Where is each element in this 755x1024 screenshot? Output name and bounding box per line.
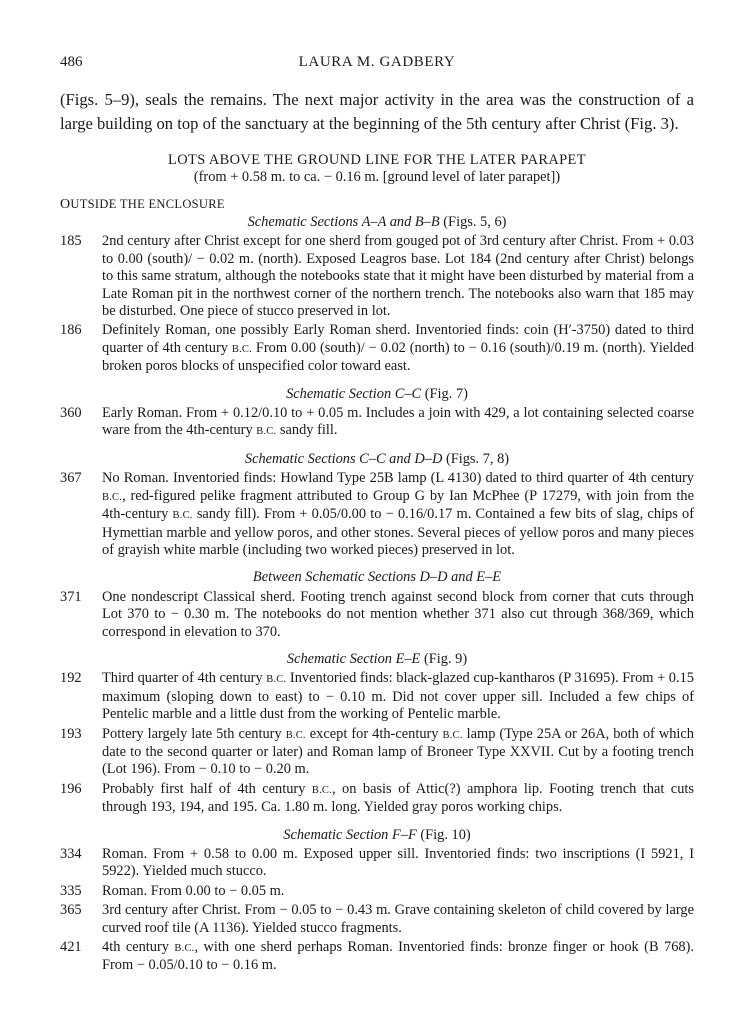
intro-paragraph: (Figs. 5–9), seals the remains. The next major activity in the area was the construction of a large building on top of the sanctuary at the beginning of the 5th century after Christ (Fig. 3). xyxy=(60,90,694,133)
lot-description: Early Roman. From + 0.12/0.10 to + 0.05 m. Includes a join with 429, a lot containing selected coarse ware from the 4th-century B.C. sandy fill. xyxy=(102,405,694,439)
lot-number: 367 xyxy=(60,470,82,487)
lot-description: One nondescript Classical sherd. Footing trench against second block from corner that cuts through Lot 370 to − 0.30 m. The notebooks do not mention whether 371 also cut through 368/369, which correspond in elevation to 370. xyxy=(102,588,694,640)
section-title xyxy=(60,827,694,844)
lot-number: 421 xyxy=(60,939,82,956)
lot-entry xyxy=(60,670,694,723)
lot-description: No Roman. Inventoried finds: Howland Type 25B lamp (L 4130) dated to third quarter of 4th century B.C., red-figured pelike fragment attributed to Group G by Ian McPhee (P 17279, with join from the 4th-century B.C. sandy fill). From + 0.05/0.00 to − 0.16/0.17 m. Contained a few bits of slag, chips of Hymettian marble and yellow poros, and other stones. Several pieces of yellow poros and many pieces of grayish white marble (including two worked pieces) preserved in lot. xyxy=(102,470,694,558)
lot-entry xyxy=(60,883,694,900)
lot-entry xyxy=(60,726,694,779)
lot-entry xyxy=(60,233,694,320)
lot-entry xyxy=(60,939,694,975)
section-title-text: Schematic Section F–F xyxy=(283,826,417,843)
section-figure-reference: (Fig. 7) xyxy=(421,385,468,402)
lots-heading-title: LOTS ABOVE THE GROUND LINE FOR THE LATER PARAPET xyxy=(168,152,586,168)
lot-number: 360 xyxy=(60,405,82,422)
lot-number: 196 xyxy=(60,780,82,797)
lot-number: 185 xyxy=(60,233,82,250)
lot-entry xyxy=(60,322,694,375)
lot-description: Probably first half of 4th century B.C., on basis of Attic(?) amphora lip. Footing trench that cuts through 193, 194, and 195. Ca. 1.80 m. long. Yielded gray poros working chips. xyxy=(102,780,694,816)
lot-entry xyxy=(60,470,694,559)
section-title xyxy=(60,451,694,468)
lot-description: 3rd century after Christ. From − 0.05 to − 0.43 m. Grave containing skeleton of child covered by large curved roof tile (A 1136). Yielded stucco fragments. xyxy=(102,902,694,936)
section-figure-reference: (Figs. 7, 8) xyxy=(442,450,510,467)
lot-number: 371 xyxy=(60,588,82,605)
lot-number: 335 xyxy=(60,882,82,899)
lot-description: 4th century B.C., with one sherd perhaps Roman. Inventoried finds: bronze finger or hook (B 768). From − 0.05/0.10 to − 0.16 m. xyxy=(102,939,694,974)
lot-description: Roman. From 0.00 to − 0.05 m. xyxy=(102,882,285,899)
running-title: LAURA M. GADBERY xyxy=(298,54,456,70)
lot-description: Third quarter of 4th century B.C. Inventoried finds: black-glazed cup-kantharos (P 31695). From + 0.15 maximum (sloping down to east) to − 0.10 m. Did not cover upper sill. Included a few chips of Pentelic marble and a little dust from the working of Pentelic marble. xyxy=(102,670,694,723)
section-title xyxy=(60,214,694,231)
outside-enclosure-heading xyxy=(60,197,225,213)
lot-entry xyxy=(60,902,694,937)
section-title-text: Between Schematic Sections D–D and E–E xyxy=(252,569,502,586)
lot-entry xyxy=(60,781,694,817)
lot-number: 365 xyxy=(60,902,82,919)
running-header xyxy=(60,54,694,76)
section-title-text: Schematic Section C–C xyxy=(286,385,422,402)
lot-description: Definitely Roman, one possibly Early Roman sherd. Inventoried finds: coin (H′-3750) dated to third quarter of 4th century B.C. From 0.00 (south)/ − 0.02 (north) to − 0.16 (south)/0.19 m. (north). Yielded broken poros blocks of unspecified color toward east. xyxy=(102,322,695,375)
lots-heading xyxy=(60,152,694,186)
outside-heading-initial: O xyxy=(60,197,71,212)
lot-number: 193 xyxy=(60,725,82,742)
section-title-text: Schematic Sections A–A and B–B xyxy=(247,214,440,230)
section-title xyxy=(60,386,694,403)
lot-entry xyxy=(60,589,694,641)
lot-entry xyxy=(60,405,694,441)
lot-description: 2nd century after Christ except for one sherd from gouged pot of 3rd century after Christ. From + 0.03 to 0.00 (south)/ − 0.02 m. (north). Exposed Leagros base. Lot 184 (2nd century after Christ) belongs to this same stratum, although the notebooks state that it might have been disturbed by material from a Late Roman pit in the northwest corner of the northern trench. The notebooks also warn that 185 may be disturbed. One piece of stucco preserved in lot. xyxy=(102,233,694,320)
outside-heading-rest: UTSIDE THE ENCLOSURE xyxy=(70,197,225,211)
section-title-text: Schematic Sections C–C and D–D xyxy=(244,450,443,467)
lot-number: 186 xyxy=(60,322,82,339)
lots-heading-subtitle: (from + 0.58 m. to ca. − 0.16 m. [ground level of later parapet]) xyxy=(193,169,561,185)
section-figure-reference: (Figs. 5, 6) xyxy=(439,214,507,230)
section-figure-reference: (Fig. 10) xyxy=(416,826,471,843)
section-title-text: Schematic Section E–E xyxy=(286,650,421,667)
lot-number: 192 xyxy=(60,670,82,687)
lot-description: Pottery largely late 5th century B.C. except for 4th-century B.C. lamp (Type 25A or 26A, both of which date to the second quarter or later) and Roman lamp of Broneer Type XXVII. Cut by a footing trench (Lot 196). From − 0.10 to − 0.20 m. xyxy=(102,725,695,778)
lot-number: 334 xyxy=(60,846,82,862)
lot-description: Roman. From + 0.58 to 0.00 m. Exposed upper sill. Inventoried finds: two inscriptions (I 5921, I 5922). Yielded much stucco. xyxy=(102,846,694,880)
page-number: 486 xyxy=(60,54,83,70)
section-figure-reference: (Fig. 9) xyxy=(420,650,468,667)
lot-sections xyxy=(60,214,694,977)
section-title xyxy=(60,651,694,668)
section-title xyxy=(60,569,694,586)
lot-entry xyxy=(60,846,694,881)
